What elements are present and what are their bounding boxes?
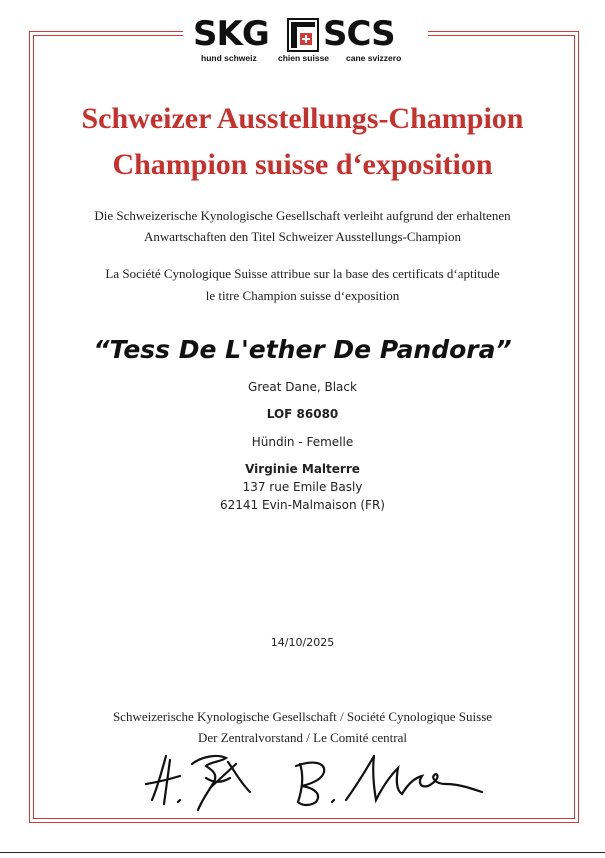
dog-name: “Tess De L'ether De Pandora” — [93, 335, 512, 364]
owner-street: 137 rue Emile Basly — [242, 480, 363, 494]
text-french-line2: le titre Champion suisse d‘exposition — [205, 288, 400, 303]
dog-breed: Great Dane, Black — [248, 380, 357, 394]
text-german-line1: Die Schweizerische Kynologische Gesellschaft verleiht aufgrund der erhaltenen — [94, 208, 511, 223]
dog-sex: Hündin - Femelle — [251, 435, 354, 449]
skg-scs-logo — [183, 12, 428, 70]
logo-sub-fr: chien suisse — [278, 53, 330, 63]
text-german-line2: Anwartschaften den Titel Schweizer Ausstellungs-Champion — [143, 229, 461, 244]
signature-left — [140, 748, 260, 812]
bottom-rule — [0, 852, 605, 853]
logo-sub-it: cane svizzero — [346, 53, 402, 63]
title-french: Champion suisse d‘exposition — [112, 148, 493, 181]
owner-name: Virginie Malterre — [245, 462, 360, 476]
certificate-date: 14/10/2025 — [270, 636, 335, 649]
title-german: Schweizer Ausstellungs-Champion — [81, 102, 524, 135]
dog-registration: LOF 86080 — [266, 407, 339, 421]
text-french-line1: La Société Cynologique Suisse attribue sur la base des certificats d‘aptitude — [105, 266, 500, 281]
owner-city: 62141 Evin-Malmaison (FR) — [220, 498, 385, 512]
footer-committee: Der Zentralvorstand / Le Comité central — [197, 730, 407, 745]
logo-letters-left: SKG — [193, 14, 269, 54]
signature-right — [290, 748, 490, 812]
doghouse-icon — [287, 18, 319, 52]
logo-letters-right: SCS — [323, 14, 395, 54]
footer-society: Schweizerische Kynologische Gesellschaft / Société Cynologique Suisse — [112, 709, 493, 724]
logo-sub-de: hund schweiz — [201, 53, 257, 63]
